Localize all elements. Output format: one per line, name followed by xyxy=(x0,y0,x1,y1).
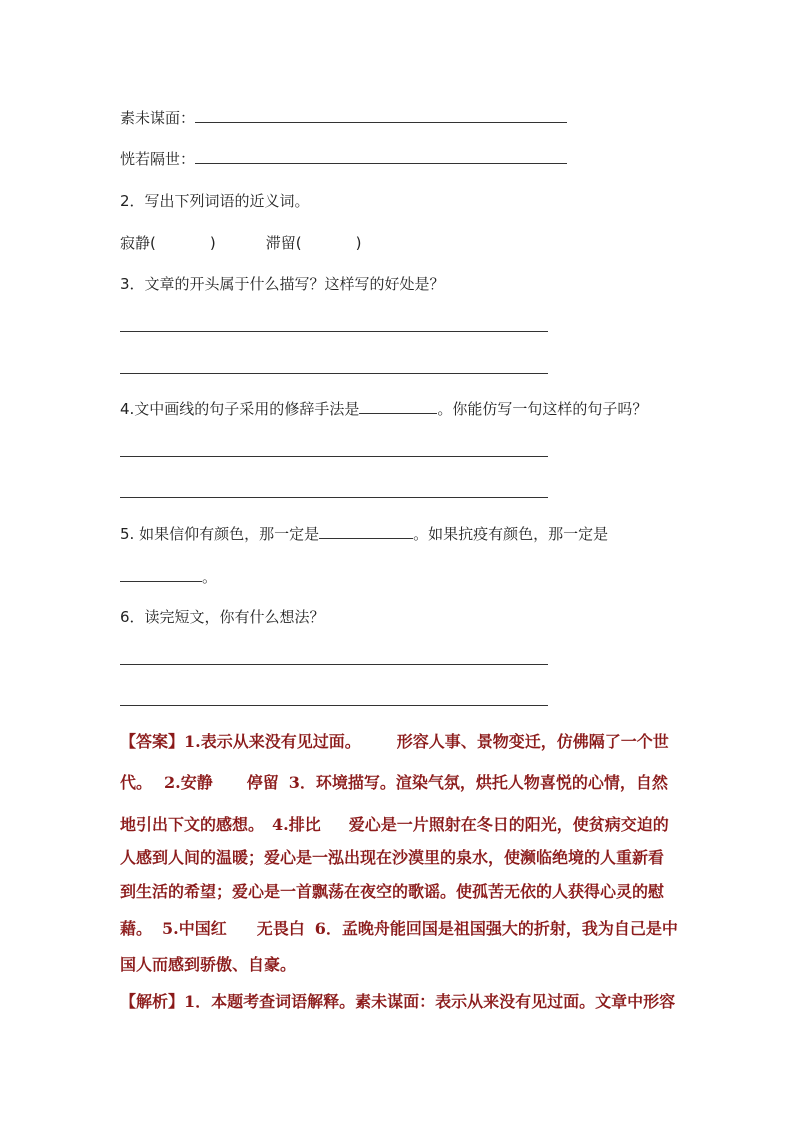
q5-prompt-cont xyxy=(120,567,217,587)
q4-answer-line-1[interactable] xyxy=(120,456,548,457)
q6-answer-line-2[interactable] xyxy=(120,705,548,706)
answer-2c: 停留 xyxy=(246,773,279,792)
q4-prompt-a: 4.文中画线的句子采用的修辞手法是 xyxy=(120,400,360,418)
answer-6a: 藉。 xyxy=(120,919,153,938)
q3-answer-line-2[interactable] xyxy=(120,373,548,374)
q5-prompt-c: 。 xyxy=(202,568,218,586)
answer-6b: 5.中国红 xyxy=(162,919,227,938)
q2-word-2-close: ) xyxy=(355,234,362,252)
answer-line-3 xyxy=(120,815,680,835)
q2-prompt: 2．写出下列词语的近义词。 xyxy=(120,192,310,210)
analysis-line-1: 【解析】1．本题考查词语解释。素未谋面：表示从来没有见过面。文章中形容 xyxy=(120,992,676,1011)
q5-blank-1[interactable] xyxy=(319,524,413,539)
answer-2d: 3．环境描写。渲染气氛，烘托人物喜悦的心情，自然 xyxy=(288,773,668,792)
q1-item-2 xyxy=(120,149,567,169)
q4-blank[interactable] xyxy=(359,399,437,414)
q1-item-2-blank[interactable] xyxy=(195,149,567,164)
q2-word-2: 滞留( xyxy=(265,234,302,252)
q6-answer-line-1[interactable] xyxy=(120,664,548,665)
answer-line-5: 到生活的希望；爱心是一首飘荡在夜空的歌谣。使孤苦无依的人获得心灵的慰 xyxy=(120,882,665,901)
answer-1a: 【答案】1.表示从来没有见过面。 xyxy=(120,732,361,751)
q2-words xyxy=(120,233,361,253)
q6-prompt: 6．读完短文，你有什么想法？ xyxy=(120,608,325,626)
answer-3b: 4.排比 xyxy=(272,815,321,834)
answer-2a: 代。 xyxy=(120,773,153,792)
q5-prompt xyxy=(120,524,608,544)
answer-line-1 xyxy=(120,732,680,752)
answer-line-4: 人感到人间的温暖；爱心是一泓出现在沙漠里的泉水，使濒临绝境的人重新看 xyxy=(120,848,665,867)
q4-answer-line-2[interactable] xyxy=(120,497,548,498)
q4-prompt-b: 。你能仿写一句这样的句子吗？ xyxy=(437,400,648,418)
answer-line-7: 国人而感到骄傲、自豪。 xyxy=(120,955,297,974)
q2-word-1: 寂静( xyxy=(120,234,156,252)
q1-item-1-blank[interactable] xyxy=(195,108,567,123)
q1-item-1 xyxy=(120,108,567,128)
answer-2b: 2.安静 xyxy=(164,773,213,792)
q5-prompt-b: 。如果抗疫有颜色，那一定是 xyxy=(413,525,609,543)
answer-1b: 形容人事、景物变迁，仿佛隔了一个世 xyxy=(396,732,669,751)
q1-item-2-label: 恍若隔世： xyxy=(120,150,196,168)
q5-prompt-a: 5. 如果信仰有颜色，那一定是 xyxy=(120,525,320,543)
answer-3c: 爱心是一片照射在冬日的阳光，使贫病交迫的 xyxy=(348,815,669,834)
answer-line-2 xyxy=(120,773,680,793)
answer-line-6 xyxy=(120,919,680,939)
q4-prompt xyxy=(120,399,647,419)
q3-answer-line-1[interactable] xyxy=(120,331,548,332)
answer-6c: 无畏白 xyxy=(256,919,305,938)
answer-6d: 6．孟晚舟能回国是祖国强大的折射，我为自己是中 xyxy=(314,919,678,938)
q5-blank-2[interactable] xyxy=(120,567,202,582)
answer-3a: 地引出下文的感想。 xyxy=(120,815,265,834)
q3-prompt: 3．文章的开头属于什么描写？这样写的好处是？ xyxy=(120,275,445,293)
q1-item-1-label: 素未谋面： xyxy=(120,109,196,127)
q2-word-1-close: ) xyxy=(209,234,216,252)
